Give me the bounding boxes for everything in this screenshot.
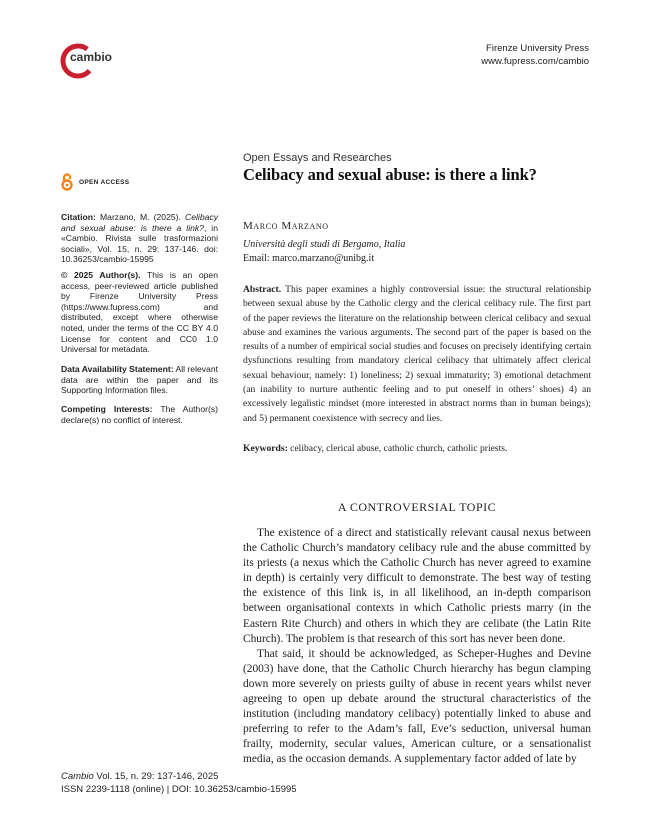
publisher-url[interactable]: www.fupress.com/cambio [481, 55, 589, 67]
section-label: Open Essays and Researches [243, 152, 392, 164]
affiliation: Università degli studi di Bergamo, Italia [243, 239, 406, 250]
copyright-text: This is an open access, peer-reviewed article published by Firenze University Press (https://www.fupress.com) and distributed, except where otherwise noted, under the terms of the CC BY 4.0 License for content and CC0 1.0 Universal for metadata. [61, 270, 218, 355]
citation-text-1: Marzano, M. (2025). [95, 212, 186, 222]
keywords-text: celibacy, clerical abuse, catholic church, catholic priests. [287, 443, 508, 454]
citation-block [61, 212, 218, 265]
footer-issue: Vol. 15, n. 29: 137-146, 2025 [93, 771, 219, 782]
keywords [243, 442, 591, 455]
open-access-icon [61, 173, 73, 191]
data-availability-label: Data Availability Statement: [61, 364, 174, 374]
copyright-label: © 2025 Author(s). [61, 270, 141, 280]
publisher-name: Firenze University Press [486, 43, 589, 54]
copyright-block [61, 270, 218, 355]
author-email: Email: marco.marzano@unibg.it [243, 252, 375, 264]
article-title: Celibacy and sexual abuse: is there a link? [243, 165, 537, 184]
author-name: Marco Marzano [243, 220, 329, 232]
open-access-label: OPEN ACCESS [79, 178, 130, 186]
body-text [243, 526, 591, 768]
footer-citation [61, 771, 297, 784]
section-heading: A CONTROVERSIAL TOPIC [337, 500, 497, 514]
citation-title: Celibacy and sexual abuse: is there a link? [61, 212, 218, 233]
author-affiliation [243, 238, 591, 265]
keywords-label: Keywords: [243, 443, 288, 454]
logo-text: cambio [70, 50, 113, 64]
footer [61, 771, 297, 796]
footer-issn: ISSN 2239-1118 (online) | DOI: 10.36253/cambio-15995 [61, 783, 297, 795]
data-availability-text: All relevant data are within the paper and its Supporting Information files. [61, 364, 218, 396]
competing-interests-label: Competing Interests: [61, 404, 153, 414]
abstract [243, 283, 591, 426]
competing-interests-text: The Author(s) declare(s) no conflict of interest. [61, 404, 218, 425]
citation-label: Citation: [61, 212, 96, 222]
abstract-text: This paper examines a highly controversial issue: the structural relationship between sexual abuse by the Catholic clergy and the clerical celibacy rule. The first part of the paper reviews the literature on the relationship between clerical celibacy and sexual abuse and examines the various arguments. The second part of the paper is based on the results of a number of empirical social studies and focuses on precisely identifying certain dysfunctions resulting from mandatory clerical celibacy that ultimately affect clerical sexual behaviour, namely: 1) loneliness; 2) sexual immaturity; 3) emotional detachment (an inability to nurture authentic feeling and to put oneself in others’ shoes) 4) an excessively legalistic mindset (more interested in abstract norms than in human beings); and 5) permanent coexistence with secrecy and lies. [243, 284, 591, 424]
data-availability-block [61, 364, 218, 396]
footer-journal: Cambio [61, 771, 94, 782]
abstract-label: Abstract. [243, 284, 282, 295]
paragraph: The existence of a direct and statistically relevant causal nexus between the Catholic Church’s mandatory celibacy rule and the abuse committed by its priests (a nexus which the Catholic Church has never agreed to examine in depth) is certainly very difficult to demonstrate. The best way of testing the existence of this link is, in all likelihood, an in-depth comparison between organisational contexts in which Catholic priests marry (in the Eastern Rite Church) and others in which they are celibate (the Latin Rite Church). The problem is that research of this sort has never been done. [243, 527, 591, 645]
citation-text-2: , in «Cambio. Rivista sulle trasformazioni sociali», Vol. 15, n. 29: 137-146. doi: 10.36253/cambio-15995 [61, 222, 218, 265]
competing-interests-block [61, 404, 218, 425]
open-access-badge [61, 173, 129, 191]
publisher-info [481, 43, 589, 68]
paragraph: That said, it should be acknowledged, as Scheper-Hughes and Devine (2003) have done, that the Catholic Church hierarchy has begun clamping down more severely on priests guilty of abuse in recent years whilst never agreeing to open up debate around the structural characteristics of the institution (including mandatory celibacy) potentially linked to abuse and preferring to refer to the Adam’s fall, Eve’s seduction, universal human frailty, modernity, secular values, American culture, or a sensationalist media, as the occasion demands. A supplementary factor added of late by [243, 647, 591, 766]
